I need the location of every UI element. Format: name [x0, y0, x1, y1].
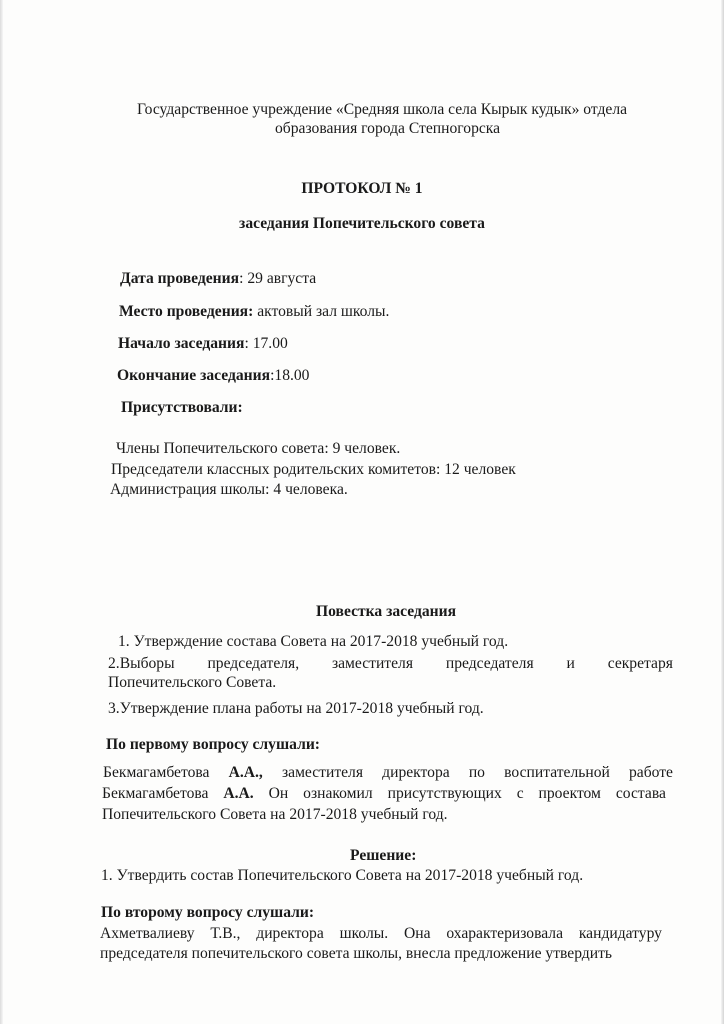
q1-word: Бекмагамбетова — [103, 764, 210, 781]
document-subtitle: заседания Попечительского совета — [239, 215, 485, 232]
meta-date-value: : 29 августа — [239, 270, 317, 287]
q2-heading: По второму вопросу слушали: — [101, 904, 315, 921]
agenda-heading: Повестка заседания — [316, 603, 457, 620]
q2-word: Т.В., — [210, 925, 241, 942]
agenda-item-2 — [108, 655, 673, 673]
q1-word: ознакомил — [303, 785, 373, 802]
meta-start-label: Начало заседания — [118, 335, 245, 352]
agenda-item-2-word: и — [566, 655, 575, 672]
q1-line-2 — [102, 785, 666, 803]
q1-word: директора — [382, 764, 450, 781]
q1-word: заместителя — [281, 764, 364, 781]
q2-line-1 — [100, 925, 662, 943]
q2-word: директора — [256, 925, 324, 942]
q1-word: проектом — [538, 785, 601, 802]
q1-word: с — [516, 785, 524, 802]
q1-word: Бекмагамбетова — [102, 785, 209, 802]
agenda-item-2-word: председателя, — [207, 655, 300, 672]
scan-edge-left — [0, 0, 3, 1024]
q2-line-2: председателя попечительского совета школы, внесла предложение утвердить — [100, 945, 612, 962]
q1-line-3: Попечительского Совета на 2017-2018 учебный год. — [102, 806, 448, 823]
q1-word: воспитательной — [504, 764, 610, 781]
meta-present-label: Присутствовали: — [121, 399, 243, 416]
q2-word: Ахметвалиеву — [100, 925, 195, 942]
agenda-item-2-cont: Попечительского Совета. — [108, 674, 277, 691]
meta-place-label: Место проведения: — [119, 303, 254, 320]
q2-word: школы. — [339, 925, 389, 942]
agenda-item-3: 3.Утверждение плана работы на 2017-2018 учебный год. — [108, 700, 484, 717]
meta-end-value: :18.00 — [270, 367, 310, 384]
attendee-line: Администрация школы: 4 человека. — [110, 481, 348, 498]
q1-word: по — [468, 764, 485, 781]
attendee-line: Члены Попечительского совета: 9 человек. — [116, 440, 401, 457]
q2-word: охарактеризовала — [446, 925, 564, 942]
agenda-item-2-word: председателя — [445, 655, 534, 672]
q1-line-1 — [103, 764, 673, 782]
decision-heading: Решение: — [350, 847, 417, 864]
q1-heading: По первому вопросу слушали: — [106, 736, 321, 753]
q1-word: работе — [629, 764, 673, 781]
q1-word: состава — [615, 785, 666, 802]
header-line-2: образования города Степногорска — [275, 120, 501, 137]
meta-start-value: : 17.00 — [244, 335, 288, 352]
header-line-1: Государственное учреждение «Средняя школа села Кырык кудык» отдела — [137, 101, 628, 118]
q1-word: присутствующих — [387, 785, 502, 802]
agenda-item-2-word: секретаря — [607, 655, 673, 672]
meta-end — [117, 367, 309, 385]
meta-end-label: Окончание заседания — [117, 367, 271, 384]
q1-word: Он — [268, 785, 289, 802]
q1-word: А.А., — [228, 764, 263, 781]
document-title: ПРОТОКОЛ № 1 — [301, 180, 423, 197]
decision-item-1: 1. Утвердить состав Попечительского Совета на 2017-2018 учебный год. — [101, 867, 584, 884]
meta-date-label: Дата проведения — [120, 270, 240, 287]
attendee-line: Председатели классных родительских комитетов: 12 человек — [111, 461, 516, 478]
meta-place — [119, 303, 389, 321]
meta-date — [120, 270, 316, 288]
agenda-item-1: 1. Утверждение состава Совета на 2017-2018 учебный год. — [118, 633, 509, 650]
meta-place-value: актовый зал школы. — [253, 303, 390, 320]
q2-word: Она — [403, 925, 431, 942]
q2-word: кандидатуру — [578, 925, 662, 942]
agenda-item-2-word: заместителя — [331, 655, 413, 672]
agenda-item-2-word: 2.Выборы — [108, 655, 175, 672]
q1-word: А.А. — [223, 785, 254, 802]
meta-start — [118, 335, 288, 353]
